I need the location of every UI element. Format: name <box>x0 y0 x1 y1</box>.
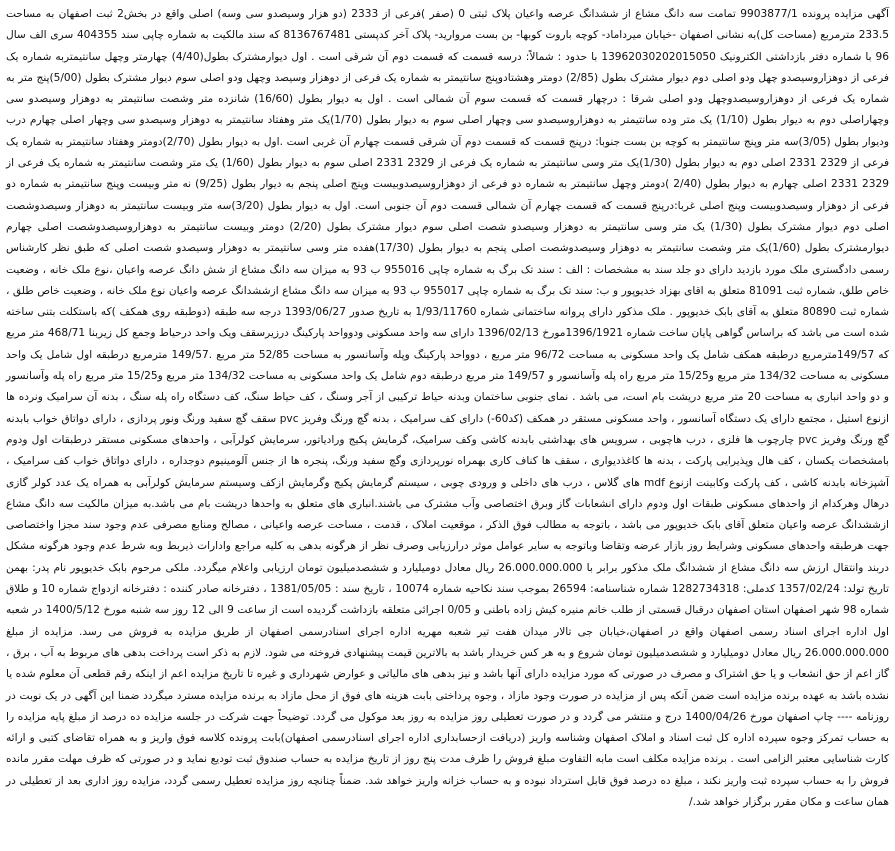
auction-notice-text: آگهی مزایده پرونده 9903877/1 تمامت سه دانگ مشاع از ششدانگ عرصه واعیان پلاک ثبتی 0 (صفر )فرعی از 2333 (دو هزار وسیصدو سی وسه) اصلی واقع در بخش2 ثبت اصفهان به مساحت 233.5 مترمربع (مساحت کل)به نشانی اصفهان -خیابان میرداماد- کوچه باروت کوبها- بن بست مروارید- پلاک آخر کدپستی 8136767481 که سند مالکیت به شماره چاپی سند 404355 سری الف سال 96 با شماره دفتر بازداشتی الکترونیک 13962030202015050 با حدود : شمالاً: درسه قسمت که قسمت دوم آن شرقی است . اول دیوارمشترک بطول(4/40) چهارمتر وچهل سانتیمتربه شماره یک فرعی از دوهزاروسیصدو چهل ودو اصلی دوم دیوار مشترک بطول (2/85) دومتر وهشتادوپنج سانتیمتر به شماره یک فرعی از دوهزار وسیصد وچهل ودو اصلی سوم دیوار مشترک بطول (5/00)پنج متر به شماره یک فرعی از دوهزاروسیصدوچهل ودو اصلی شرقا : درچهار قسمت که قسمت سوم آن شمالی است . اول به دیوار بطول (16/60) شانزده متر وشصت سانتیمتر به دوهزار وسیصدو سی وچهاراصلی دوم به دیوار بطول (1/10) یک متر وده سانتیمتر به دوهزاروسیصدو سی وچهار اصلی سوم به دیوار بطول (1/70)یک متر وهفتاد سانتیمتر به دوهزار وسیصدو سی وچهار اصلی چهارم درب ودیوار بطول (3/05)سه متر وپنج سانتیمتر به کوچه بن بست جنوبا: درپنج قسمت که قسمت دوم آن شرقی قسمت چهارم آن غربی است .اول به دیوار بطول (2/70)دومتر وهفتاد سانتیمتر به شماره یک فرعی از 2329 2331 اصلی دوم به دیوار بطول (1/30)یک متر وسی سانتیمتر به شماره یک فرعی از 2329 2331 اصلی سوم به دیوار بطول (1/60) یک متر وشصت سانتیمتر به شماره یک فرعی از 2329 2331 اصلی چهارم به دیوار بطول (2/40 )دومتر وچهل سانتیمتر به شماره دو فرعی از دوهزاروسیصدوبیست وپنج اصلی پنجم به دیوار بطول (9/25) نه متر وبیست وپنج سانتیمتر به شماره دو فرعی از دوهزار وسیصدوبیست وپنج اصلی غربا:درپنج قسمت که قسمت چهارم آن شمالی قسمت دوم آن جنوبی است. اول به دیوار بطول (3/20)سه متر وبیست سانتیمتر به دوهزار وسیصدوشصت اصلی دوم دیوار مشترک بطول (1/30) یک متر وسی سانتیمتر به دوهزار وسیصدو شصت اصلی سوم دیوار مشترک بطول (2/20) دومتر وبیست سانتیمتر به دوهزاروسیصدوشصت اصلی چهارم دیوارمشترک بطول (1/60)یک متر وشصت سانتیمتر به دوهزار وسیصدوشصت اصلی پنجم به دیوار بطول (17/30)هفده متر وسی سانتیمتر به دوهزار وسیصدو شصت اصلی که طبق نظر کارشناس رسمی دادگستری ملک مورد بازدید دارای دو جلد سند به مشخصات : الف : سند تک برگ به شماره چاپی 955016 ب 93 به میزان سه دانگ مشاع از شش دانگ عرصه واعیان ،نوع ملک خانه ، وضعیت خاص طلق، شماره ثبت 81091 متعلق به اقای بهزاد خدیوپور و ب: سند تک برگ به شماره چاپی 955017 ب 93 به میزان سه دانگ مشاع ازششدانگ عرصه واعیان نوع ملک خانه ، وضعیت خاص طلق ، شماره ثبت 80890 متعلق به آقای بابک خدیوپور . ملک مذکور دارای پروانه ساختمانی شماره 1/93/11760 به تاریخ صدور 1393/06/27 درجه سه طبقه (دوطبقه روی همکف )که باستکلت بتنی ساخته شده است می باشد که براساس گواهی پایان ساخت شماره 1396/1921مورخ 1396/02/13 دارای سه واحد مسکونی ودوواحد پارکینگ درزیرسقف ویک واحد درحیاط وجمع کل زیربنا 468/71 متر مربع که 149/57مترمربع درطبقه همکف شامل یک واحد مسکونی به مساحت 96/72 متر مربع ، دوواحد پارکینگ وپله وآسانسور به مساحت 52/85 متر مربع .149/57 مترمربع درطبقه اول شامل یک واحد مسکونی به مساحت 134/32 متر مربع و15/25 متر مربع راه پله وآسانسور و 149/57 متر مربع درطبقه دوم شامل یک واحد مسکونی به مساحت 134/32 متر مربع و15/25 متر مربع راه پله وآسانسور و دو واحد انباری به مساحت 20 متر مربع دریشت بام است، می باشد . نمای جنوبی ساختمان وبدنه حیاط ترکیبی از آجر وسنگ ، کف حیاط سنگ، کف دستگاه راه پله سنگ ، بدنه آن سرامیک ونرده ها ازنوع استیل ، مجتمع دارای یک دستگاه آسانسور ، واحد مسکونی مستقر در همکف (کد60-) دارای کف سرامیک ، بدنه گچ ورنگ وفریز pvc سقف گچ سفید ورنگ ونور پردازی ، دارای دواتاق خواب بابدنه گچ ورنگ وفریز pvc چارچوب ها فلزی ، درب هاچوبی ، سرویس های بهداشتی بابدنه کاشی وکف سرامیک، گرمایش پکیج ورادیاتور، سرمایش کولرآبی ، واحدهای مسکونی مستقر درطبقات اول ودوم بامشخصات یکسان ، کف هال وپذیرایی پارکت ، بدنه ها کاغذدیواری ، سقف ها کناف کاری بهمراه نورپردازی وگچ سفید ورنگ، پنجره ها از جنس آلومینیوم دوجداره ، دارای دواتاق خواب کف سرامیک ، آشپزخانه بابدنه کاشی ، کف پارکت وکابینت ازنوع mdf های گلاس ، درب های داخلی و ورودی چوبی ، سیستم گرمایش پکیج وگرمایش ازکف وسیستم سرمایش کولرآبی به همراه یک عدد کولر گازی درهال وهرکدام از واحدهای مسکونی طبقات اول ودوم دارای انشعابات گاز وبرق اختصاصی وآب مشترک می باشند.انباری های متعلق به واحدها دریشت بام می باشد.به میزان مالکیت سه دانگ مشاع ازششدانگ عرصه واعیان متعلق آقای بابک خدیوپور می باشد ، باتوجه به مطالب فوق الذکر ، موقعیت املاک ، قدمت ، مساحت عرصه واعیانی ، مصالح ومنابع مصرفی عدم وجود سند مجزا واختصاصی جهت هرطبقه واحدهای مسکونی وشرایط روز بازار عرضه وتقاضا وباتوجه به سایر عوامل موثر درارزیابی وصرف نظر از هرگونه بدهی به کلیه مراجع وادارات ذیربط وبه شرط عدم وجود هرگونه مشکل دربند وانتقال ارزش سه دانگ مشاع از ششدانگ ملک مذکور برابر با 26.000.000.000 ریال معادل دومیلیارد و ششصدمیلیون تومان ارزیابی واعلام میگردد. ملکی مرحوم بابک خدیوپور نام پدر: بهمن تاریخ تولد: 1357/02/24 کدملی: 1282734318 شماره شناسنامه: 26594 بموجب سند نکاحیه شماره 10074 ، تاریخ سند : 1381/05/05 ، دفترخانه صادر کننده : دفترخانه ازدواج شماره 10 و طلاق شماره 98 شهر اصفهان استان اصفهان درقبال قسمتی از طلب خانم منیره کیش زاده باطنی و 0/05 اجرائی متعلقه بازداشت گردیده است از ساعت 9 الی 12 روز سه شنبه مورخ 1400/5/12 در شعبه اول اداره اجرای اسناد رسمی اصفهان واقع در اصفهان،خیابان جی تالار میدان هفت تیر شعبه مهریه اداره اجرای اسنادرسمی اصفهان از طریق مزایده به فروش می رسد. مزایده از مبلغ 26.000.000.000 ریال معادل دومیلیارد و ششصدمیلیون تومان شروع و به هر کس خریدار باشد به بالاترین قیمت پیشنهادی فروخته می شود. لازم به ذکر است پرداخت بدهی های مربوط به آب ، برق ، گاز اعم از حق انشعاب و یا حق اشتراک و مصرف در صورتی که مورد مزایده دارای آنها باشد و نیز بدهی های مالیاتی و عوارض شهرداری و غیره تا تاریخ مزایده اعم از اینکه رقم قطعی آن معلوم شده یا نشده باشد به عهده برنده مزایده است ضمن آنکه پس از مزایده در صورت وجود مازاد ، وجوه پرداختی بابت هزینه های فوق از محل مازاد به برنده مزایده مسترد میگردد ضمنا این آگهی در یک نوبت در روزنامه ---- چاپ اصفهان مورخ 1400/04/26 درج و منتشر می گردد و در صورت تعطیلی روز مزایده به روز بعد موکول می گردد. توضیحاً جهت شرکت در جلسه مزایده ده درصد از مبلغ پایه مزایده را به حساب تمرکز وجوه سپرده اداره کل ثبت اسناد و املاک اصفهان وشناسه واریز (دریافت ازحسابداری اداره اجرای اسنادرسمی اصفهان)بابت پرونده کلاسه فوق واریز و به همراه تقاضای کتبی و ارائه کارت شناسایی معتبر الزامی است . برنده مزایده مکلف است مابه التفاوت مبلغ فروش را ظرف مدت پنج روز از تاریخ مزایده به حساب صندوق ثبت تودیع نماید و در صورتی که ظرف مهلت مقرر مانده فروش را به حساب سپرده ثبت واریز نکند ، مبلغ ده درصد فوق قابل استرداد نبوده و به حساب خزانه واریز خواهد شد. ضمناً چنانچه روز مزایده تعطیل رسمی گردد، مزایده روز اداری بعد از تعطیلی در همان ساعت و مکان مقرر برگزار خواهد شد./ <box>6 8 890 808</box>
